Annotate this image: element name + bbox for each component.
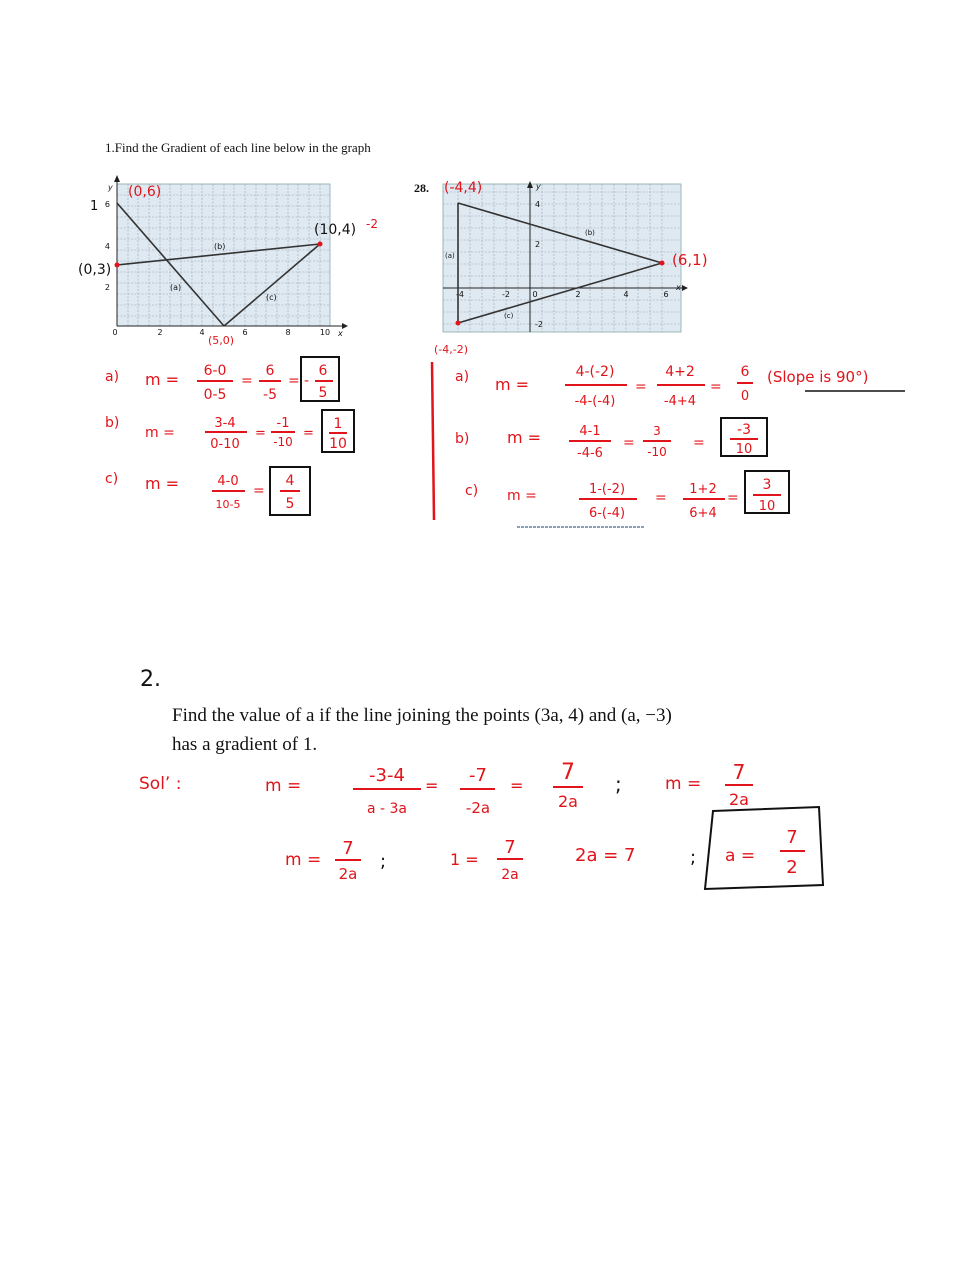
graph-right-y-label: y — [536, 182, 541, 191]
answer-right-b-label: b) — [455, 431, 470, 447]
graph-left-xtick: 8 — [285, 328, 291, 337]
graph-left-ytick: 2 — [104, 283, 110, 292]
solution-final-num: 7 — [786, 827, 798, 848]
graph-right-ytick: -2 — [535, 320, 543, 329]
question1-heading: 1.Find the Gradient of each line below in the graph — [105, 140, 371, 155]
solution-den1: a - 3a — [366, 801, 408, 817]
solution-den3: 2a — [558, 792, 578, 811]
answer-right-a-num3: 6 — [740, 364, 750, 380]
graph-right-problem-number: 28. — [414, 181, 429, 195]
graph-left-hw-point-0-6: (0,6) — [128, 184, 162, 200]
graph-left-label-b: (b) — [214, 242, 226, 251]
graph-left-point-0-3 — [115, 263, 120, 268]
graph-right-x-arrow — [682, 285, 688, 291]
answers-right — [445, 355, 945, 535]
answer-right-a-den3: 0 — [740, 389, 750, 404]
answer-left-c-label: c) — [105, 471, 119, 487]
question2-text-line1: Find the value of a if the line joining the points (3a, 4) and (a, −3) — [172, 705, 672, 726]
answer-right-b-eq2: = — [693, 435, 705, 451]
answer-right-b-num2: 3 — [653, 424, 661, 438]
graph-right-hw-point-neg4-4: (-4,4) — [444, 180, 483, 196]
answer-right-a-den: -4-(-4) — [574, 394, 616, 409]
answer-left-a-eq: = — [241, 373, 253, 389]
answer-right-c-den: 6-(-4) — [588, 506, 626, 521]
answers-divider — [428, 360, 442, 528]
answer-right-c-m: m = — [507, 488, 537, 504]
answer-right-c-den2: 6+4 — [689, 506, 717, 521]
answer-right-b-eq: = — [623, 435, 635, 451]
solution-m3: m = — [285, 850, 322, 870]
answer-left-a-eq2: = — [288, 373, 300, 389]
solution-eq2: = — [510, 776, 524, 795]
solution-m2: m = — [665, 774, 702, 794]
answer-right-b-m: m = — [507, 428, 542, 447]
answer-right-c-boxed-den: 10 — [758, 499, 776, 514]
answer-left-b-boxed-num: 1 — [333, 416, 343, 432]
answer-right-c-label: c) — [465, 483, 479, 499]
question2-text — [172, 701, 832, 759]
answer-left-a-num: 6-0 — [203, 363, 227, 379]
answer-right-c-eq2: = — [727, 490, 739, 506]
graph-right-point-6-1 — [660, 261, 665, 266]
answer-left-b-m: m = — [145, 425, 175, 441]
graph-right-ytick: 2 — [535, 240, 541, 249]
graph-left-y-label: y — [108, 183, 113, 192]
graph-right-xtick: 2 — [575, 290, 581, 299]
solution-num2: -7 — [469, 765, 487, 786]
graph-right-xtick: 0 — [532, 290, 538, 299]
graph-right — [410, 172, 730, 362]
graph-left-hw-mark: -2 — [366, 217, 378, 231]
solution-den6: 2a — [501, 867, 519, 883]
graph-left-y-arrow — [114, 175, 120, 182]
answer-left-a-boxed-num: 6 — [318, 363, 328, 379]
solution-final-lhs: a = — [725, 846, 756, 866]
answer-left-a-boxed-sign: - — [304, 373, 310, 389]
answer-left-c-boxed-num: 4 — [285, 473, 295, 489]
graph-right-ytick: 4 — [535, 200, 541, 209]
solution-semi3: ; — [690, 847, 697, 868]
answer-left-c-den: 10-5 — [215, 498, 241, 511]
graph-left-ytick: 4 — [104, 242, 110, 251]
answer-left-c-num: 4-0 — [217, 474, 239, 489]
answers-left — [95, 355, 395, 530]
answer-right-b-den: -4-6 — [577, 446, 603, 461]
answer-left-b-num: 3-4 — [214, 416, 236, 431]
answer-right-c-num2: 1+2 — [689, 482, 717, 497]
solution-num3: 7 — [561, 760, 575, 785]
graph-left-hw-point-5-0: (5,0) — [208, 334, 235, 347]
graph-left-ytick: 6 — [104, 200, 110, 209]
answer-left-b-den: 0-10 — [210, 437, 240, 452]
answer-left-a-den2: -5 — [263, 387, 277, 403]
answer-left-a-boxed-den: 5 — [318, 385, 328, 401]
graph-left-xtick: 10 — [319, 328, 331, 337]
solution-eq1: = — [425, 776, 439, 795]
graph-right-xtick: -4 — [456, 290, 464, 299]
solution-num6: 7 — [504, 837, 516, 858]
solution-num1: -3-4 — [369, 765, 405, 786]
answer-left-b-eq2: = — [303, 426, 314, 441]
graph-left-hw-point-10-4: (10,4) — [314, 222, 357, 238]
graph-right-label-c: (c) — [504, 312, 514, 320]
answer-left-b-eq: = — [255, 426, 266, 441]
graph-right-label-b: (b) — [585, 229, 595, 237]
graph-left-x-label: x — [338, 329, 343, 338]
solution-semi1: ; — [615, 772, 622, 796]
graph-right-label-a: (a) — [445, 252, 455, 260]
graph-right-hw-point-6-1: (6,1) — [672, 251, 708, 269]
solution-step: 2a = 7 — [575, 845, 636, 866]
answer-right-a-den2: -4+4 — [663, 394, 697, 409]
answer-left-a-label: a) — [105, 369, 120, 385]
solution-semi2: ; — [380, 851, 387, 872]
answer-left-a-den: 0-5 — [203, 387, 227, 403]
answer-right-a-label: a) — [455, 369, 470, 385]
graph-right-xtick: -2 — [502, 290, 510, 299]
graph-right-xtick: 4 — [623, 290, 629, 299]
answer-right-a-m: m = — [495, 375, 530, 394]
graph-left — [70, 170, 400, 350]
answer-left-b-label: b) — [105, 415, 120, 431]
solution-num4: 7 — [732, 760, 746, 784]
answer-left-b-den2: -10 — [273, 435, 293, 449]
answer-right-a-note: (Slope is 90°) — [767, 368, 869, 386]
graph-left-xtick: 4 — [199, 328, 205, 337]
answer-right-a-num: 4-(-2) — [575, 364, 615, 380]
graph-left-x-arrow — [342, 323, 348, 329]
solution-num5: 7 — [342, 838, 354, 859]
answer-left-c-eq: = — [253, 483, 265, 499]
graph-right-point-neg4-neg2 — [456, 321, 461, 326]
solution-m1: m = — [265, 776, 302, 796]
answer-right-c-boxed-num: 3 — [762, 477, 772, 493]
answer-right-c-eq: = — [655, 490, 667, 506]
graph-left-label-c: (c) — [266, 293, 277, 302]
answer-right-c-num: 1-(-2) — [588, 482, 626, 497]
solution-final-box — [705, 807, 823, 889]
question2-number: 2. — [140, 667, 161, 692]
solution-label: Sol’ : — [139, 774, 182, 794]
answer-right-b-boxed-num: -3 — [737, 422, 751, 438]
answer-left-b-boxed-den: 10 — [329, 436, 347, 452]
graph-left-xtick: 2 — [157, 328, 163, 337]
graph-left-xtick: 6 — [242, 328, 248, 337]
graph-left-side-number: 1 — [90, 199, 99, 214]
answer-right-b-boxed-den: 10 — [735, 442, 753, 457]
graph-right-x-label: x — [676, 283, 681, 292]
question2-text-line2: has a gradient of 1. — [172, 734, 318, 755]
graph-left-label-a: (a) — [170, 283, 182, 292]
solution-den5: 2a — [338, 865, 358, 883]
answers-divider-line — [432, 362, 434, 520]
answer-left-c-boxed-den: 5 — [285, 496, 295, 512]
graph-right-xtick: 6 — [663, 290, 669, 299]
answer-right-b-den2: -10 — [647, 445, 667, 459]
answer-left-c-m: m = — [145, 474, 180, 493]
answer-right-a-eq2: = — [710, 379, 722, 395]
answer-right-a-eq: = — [635, 379, 647, 395]
solution-final-den: 2 — [786, 857, 798, 878]
graph-left-xtick: 0 — [112, 328, 118, 337]
solution-one: 1 = — [450, 850, 479, 869]
solution-den2: -2a — [465, 799, 491, 817]
solution-den4: 2a — [729, 790, 749, 809]
question2-solution — [135, 755, 855, 895]
graph-left-hw-point-0-3: (0,3) — [78, 262, 112, 278]
answer-left-a-num2: 6 — [265, 363, 275, 379]
answer-left-a-m: m = — [145, 370, 180, 389]
answer-right-b-num: 4-1 — [579, 424, 601, 439]
graph-left-point-10-4 — [318, 242, 323, 247]
answer-left-b-num2: -1 — [276, 416, 290, 431]
graph-right-hw-point-neg4-neg2: (-4,-2) — [434, 343, 469, 356]
answer-right-a-num2: 4+2 — [665, 364, 695, 380]
